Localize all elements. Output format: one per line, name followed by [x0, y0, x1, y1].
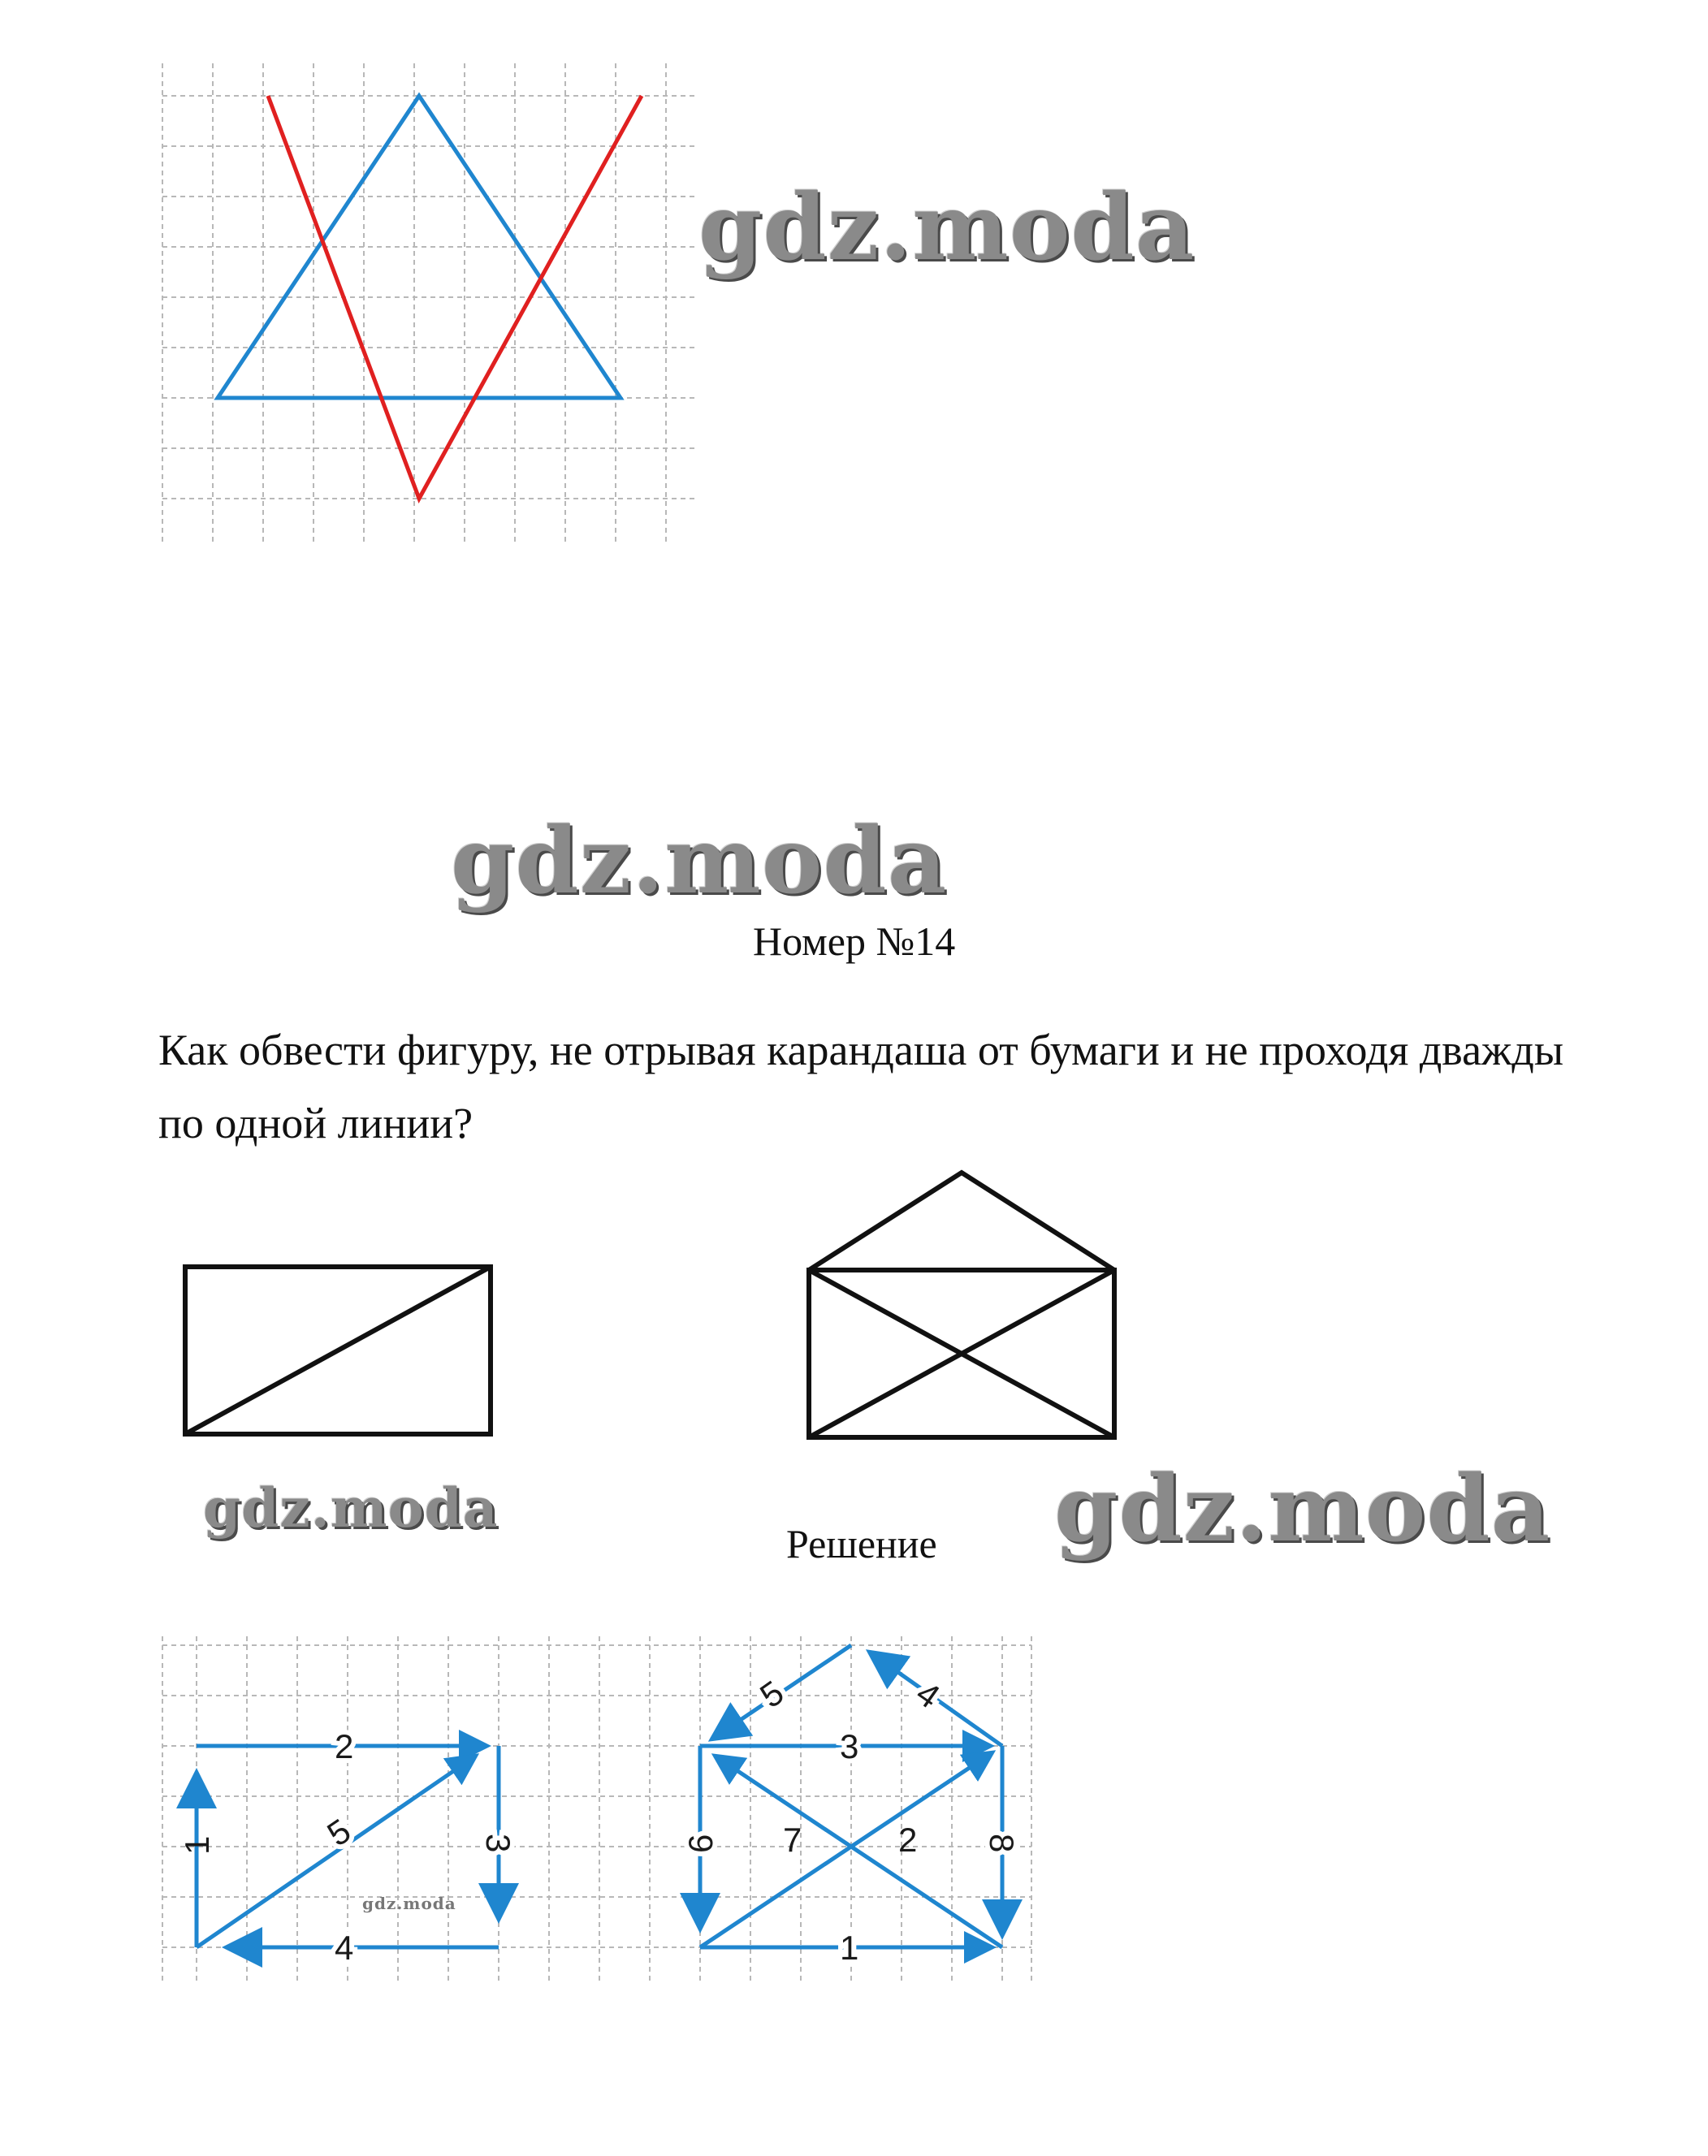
- right-label-7: 7: [783, 1821, 802, 1859]
- top-grid-diagram: [0, 0, 1708, 568]
- right-label-3: 3: [840, 1727, 859, 1765]
- left-label-3: 3: [479, 1834, 517, 1853]
- right-label-8: 8: [983, 1834, 1021, 1853]
- right-label-2: 2: [898, 1821, 918, 1859]
- right-label-1: 1: [840, 1929, 859, 1967]
- left-label-4: 4: [335, 1929, 354, 1967]
- watermark-top: gdz.moda: [698, 175, 1196, 281]
- figure-rectangle-with-diagonal: [185, 1267, 491, 1434]
- solution-grid: [162, 1636, 1031, 1981]
- right-label-4: 4: [909, 1673, 947, 1716]
- left-label-1: 1: [178, 1835, 216, 1855]
- task-text: Как обвести фигуру, не отрывая карандаша от бумаги и не проходя дважды по одной линии?: [158, 1026, 1564, 1147]
- watermark-right: gdz.moda: [1054, 1456, 1551, 1562]
- solution-label: Решение: [786, 1521, 937, 1566]
- figure-envelope: [809, 1173, 1114, 1437]
- watermark-small-left: gdz.moda: [203, 1476, 499, 1540]
- right-label-5: 5: [753, 1673, 791, 1716]
- figures-row: [0, 1153, 1708, 1462]
- left-label-5: 5: [320, 1811, 358, 1854]
- right-label-6: 6: [681, 1834, 720, 1853]
- watermark-middle: gdz.moda: [451, 808, 948, 914]
- left-label-2: 2: [335, 1727, 354, 1765]
- problem-number: Номер №14: [753, 918, 956, 964]
- watermark-tiny: gdz.moda: [362, 1894, 456, 1913]
- solution-diagrams: [0, 1624, 1708, 1998]
